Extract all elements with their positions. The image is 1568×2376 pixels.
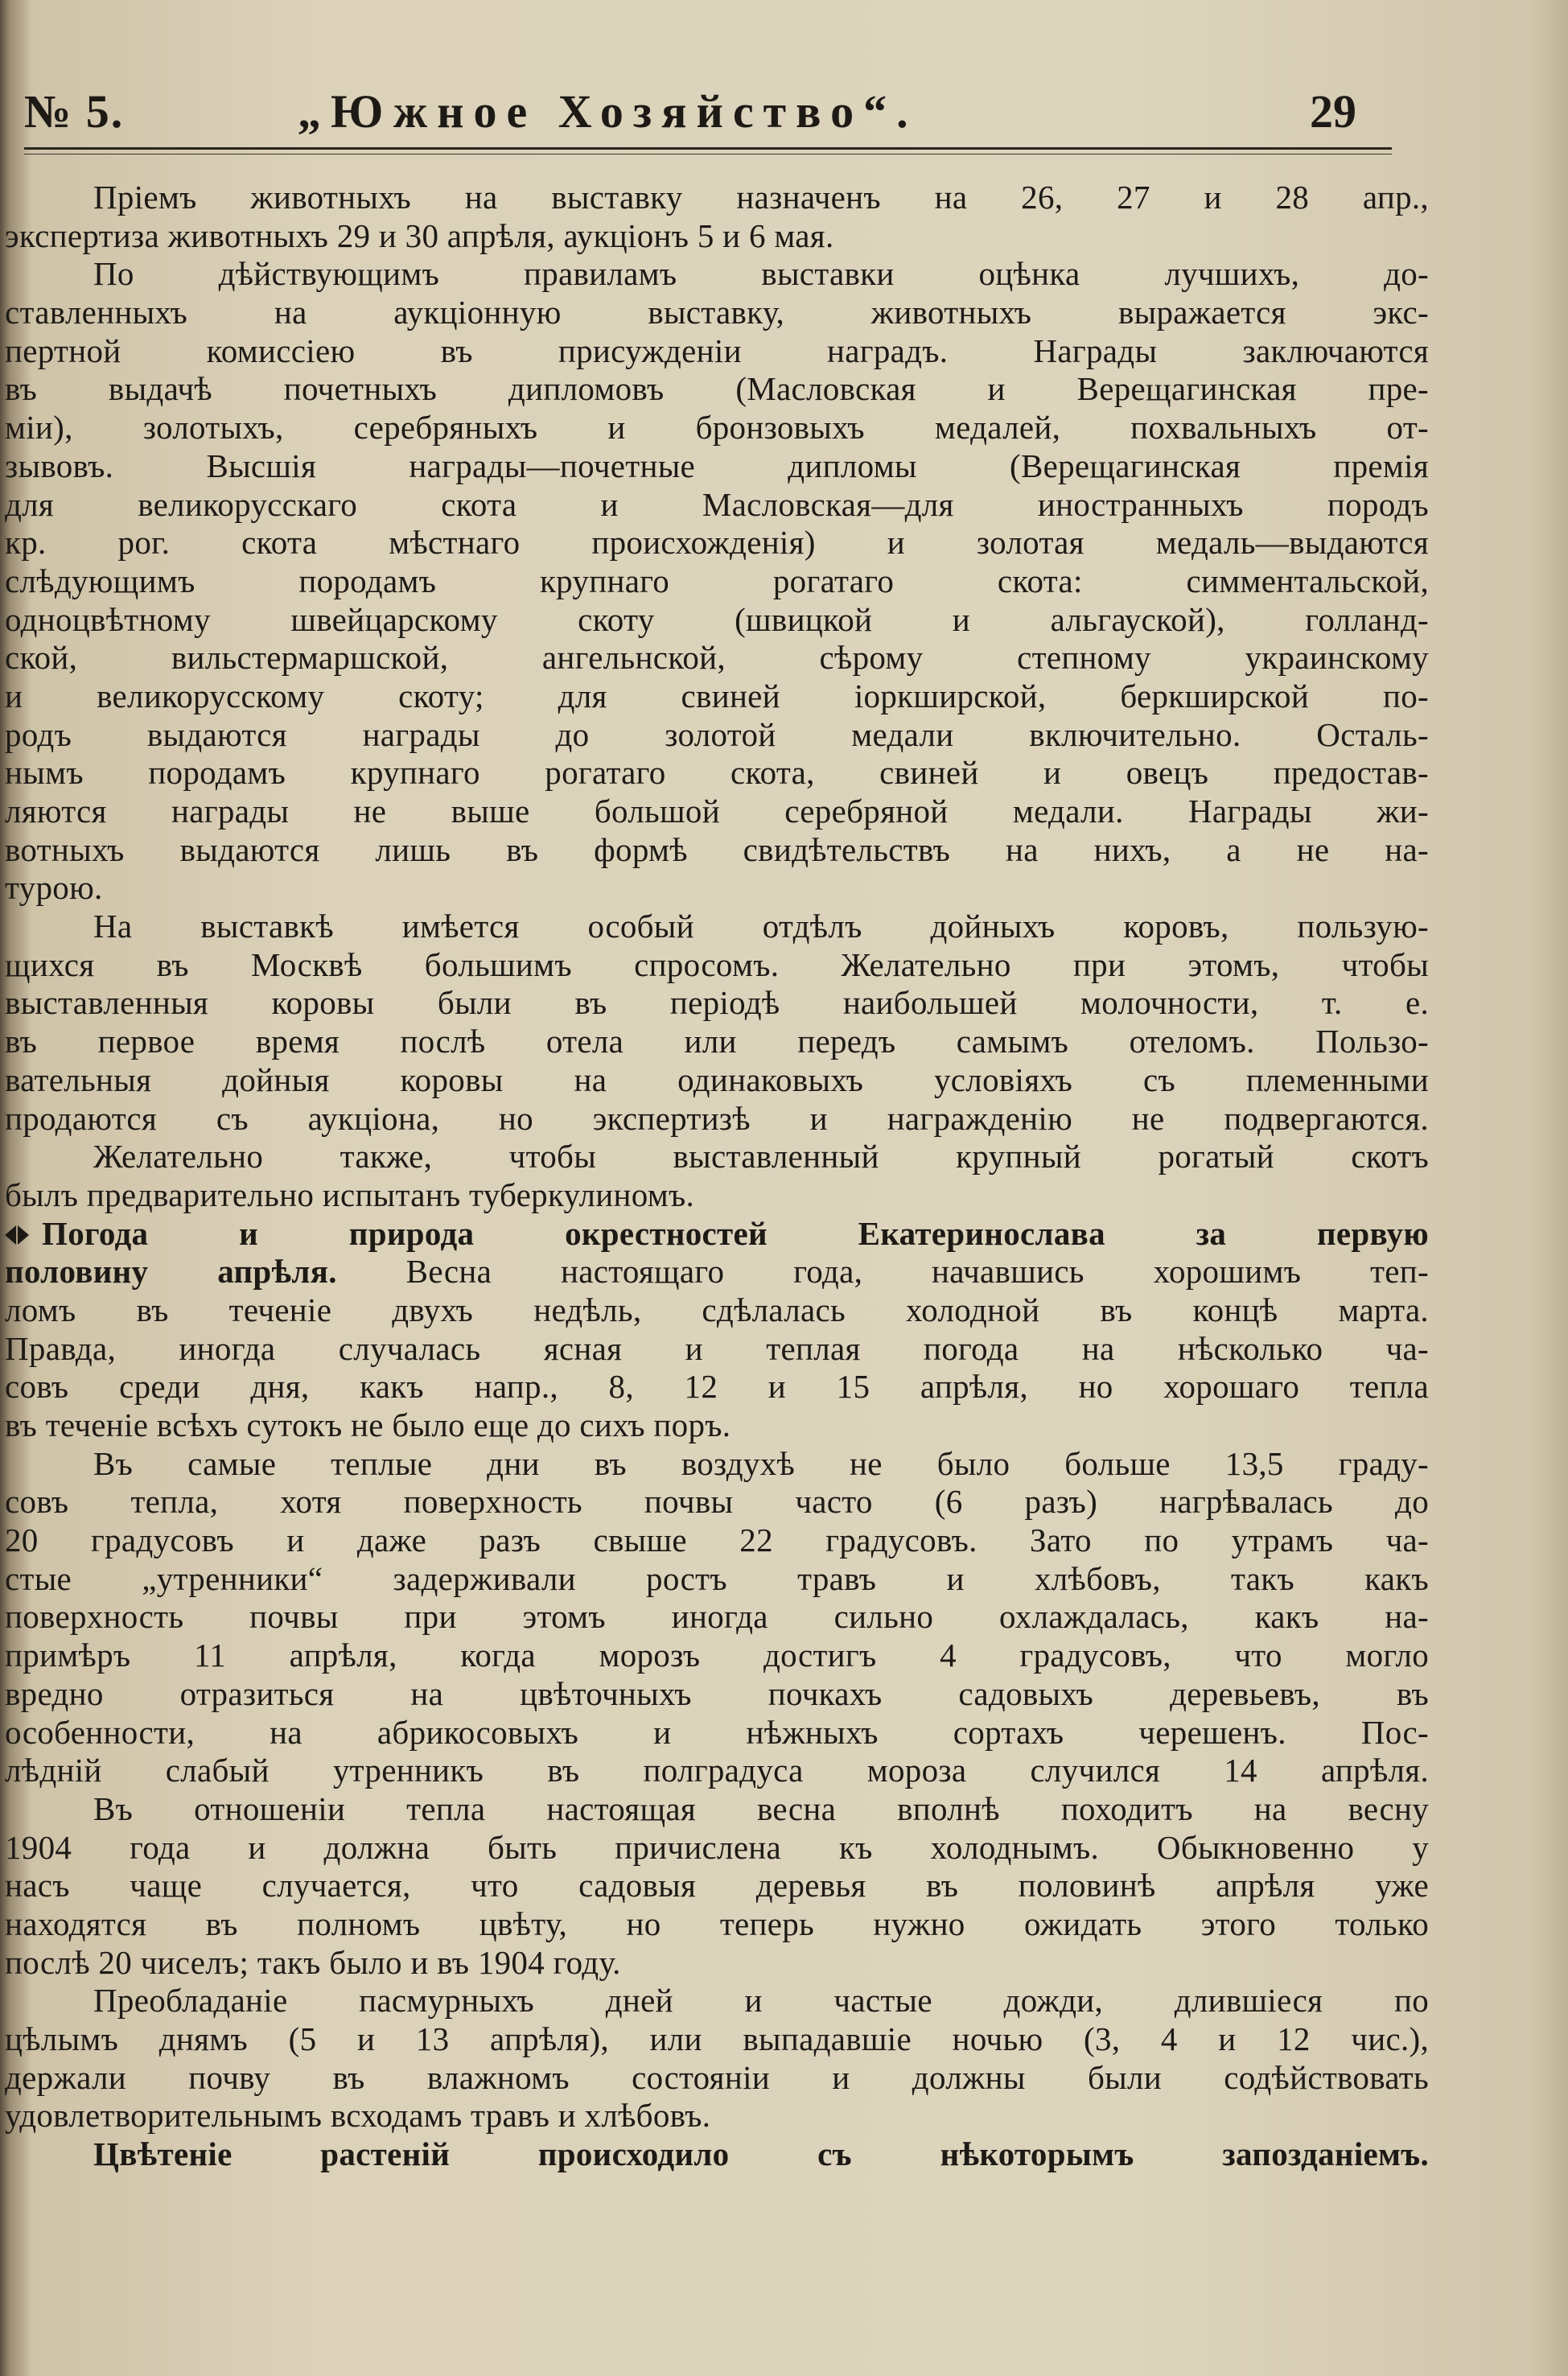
text-line: міи), золотыхъ, серебряныхъ и бронзовыхъ медалей, похвальныхъ от- (5, 409, 1429, 447)
header-rule (24, 147, 1392, 150)
text-line: удовлетворительнымъ всходамъ травъ и хлѣбовъ. (5, 2097, 711, 2135)
text-line: пертной комиссіею въ присужденіи наградъ. Награды заключаются (5, 331, 1429, 369)
section-heading: Погода и природа окрестностей Екатеринослава за первую (42, 1214, 1429, 1252)
text-line: слѣдующимъ породамъ крупнаго рогатаго скота: симментальской, (5, 562, 1429, 599)
text-line: Правда, иногда случалась ясная и теплая погода на нѣсколько ча- (5, 1329, 1429, 1367)
text-line: находятся въ полномъ цвѣту, но теперь нужно ожидать этого только (5, 1905, 1429, 1942)
text-run: Весна настоящаго года, начавшись хорошимъ теп- (336, 1253, 1429, 1291)
text-line: зывовъ. Высшія награды—почетные дипломы (Верещагинская премія (5, 447, 1429, 484)
text-line: нымъ породамъ крупнаго рогатаго скота, свиней и овецъ предостав- (5, 754, 1429, 792)
text-line: Въ самые теплые дни въ воздухѣ не было больше 13,5 граду- (93, 1444, 1429, 1482)
page-number: 29 (1310, 85, 1356, 138)
text-line: въ выдачѣ почетныхъ дипломовъ (Масловская и Верещагинская пре- (5, 370, 1429, 408)
text-line: совъ среди дня, какъ напр., 8, 12 и 15 апрѣля, но хорошаго тепла (5, 1368, 1429, 1406)
text-line: родъ выдаются награды до золотой медали включительно. Осталь- (5, 715, 1429, 753)
text-line: На выставкѣ имѣется особый отдѣлъ дойныхъ коровъ, пользую- (93, 908, 1429, 945)
text-line: ской, вильстермаршской, ангельнской, сѣрому степному украинскому (5, 639, 1429, 677)
text-line: Преобладаніе пасмурныхъ дней и частые дожди, длившіеся по (93, 1982, 1429, 2020)
text-line: совъ тепла, хотя поверхность почвы часто (6 разъ) нагрѣвалась до (5, 1483, 1429, 1521)
section-marker-icon (5, 1225, 32, 1245)
journal-title: „Южное Хозяйство“. (298, 85, 918, 138)
text-line: ставленныхъ на аукціонную выставку, животныхъ выражается экс- (5, 294, 1429, 331)
text-line: въ теченіе всѣхъ сутокъ не было еще до сихъ поръ. (5, 1406, 731, 1443)
text-line: выставленныя коровы были въ періодѣ наибольшей молочности, т. е. (5, 984, 1429, 1022)
text-line: особенности, на абрикосовыхъ и нѣжныхъ сортахъ черешенъ. Пос- (5, 1713, 1429, 1751)
text-line: Въ отношеніи тепла настоящая весна вполнѣ походитъ на весну (93, 1789, 1429, 1827)
text-line: 20 градусовъ и даже разъ свыше 22 градусовъ. Зато по утрамъ ча- (5, 1522, 1429, 1559)
text-line: продаются съ аукціона, но экспертизѣ и награжденію не подвергаются. (5, 1099, 1429, 1137)
text-line: въ первое время послѣ отела или передъ самымъ отеломъ. Пользо- (5, 1023, 1429, 1060)
text-line: ляются награды не выше большой серебряной медали. Награды жи- (5, 793, 1429, 830)
issue-number: № 5. (24, 85, 125, 138)
text-line: стые „утренники“ задерживали ростъ травъ и хлѣбовъ, такъ какъ (5, 1559, 1429, 1597)
section-heading-line (5, 1215, 1429, 1254)
text-line: держали почву въ влажномъ состояніи и должны были содѣйствовать (5, 2058, 1429, 2096)
text-line: щихся въ Москвѣ большимъ спросомъ. Желательно при этомъ, чтобы (5, 945, 1429, 983)
text-line: Цвѣтеніе растеній происходило съ нѣкоторымъ запозданіемъ. (93, 2135, 1429, 2173)
text-line: одноцвѣтному швейцарскому скоту (швицкой и альгауской), голланд- (5, 600, 1429, 638)
running-header (24, 84, 1392, 149)
text-line: ломъ въ теченіе двухъ недѣль, сдѣлалась холодной въ концѣ марта. (5, 1291, 1429, 1328)
text-line: примѣръ 11 апрѣля, когда морозъ достигъ 4 градусовъ, что могло (5, 1637, 1429, 1674)
text-line: вредно отразиться на цвѣточныхъ почкахъ садовыхъ деревьевъ, въ (5, 1674, 1429, 1712)
text-line: По дѣйствующимъ правиламъ выставки оцѣнка лучшихъ, до- (93, 255, 1429, 293)
text-line: для великорусскаго скота и Масловская—для иностранныхъ породъ (5, 485, 1429, 523)
text-line: Желательно также, чтобы выставленный крупный рогатый скотъ (93, 1138, 1429, 1176)
text-line: турою. (5, 869, 103, 907)
text-line: 1904 года и должна быть причислена къ холоднымъ. Обыкновенно у (5, 1828, 1429, 1866)
text-line: цѣлымъ днямъ (5 и 13 апрѣля), или выпадавшіе ночью (3, 4 и 12 чис.), (5, 2020, 1429, 2057)
text-line: лѣдній слабый утренникъ въ полградуса мороза случился 14 апрѣля. (5, 1752, 1429, 1789)
text-line: экспертиза животныхъ 29 и 30 апрѣля, аукціонъ 5 и 6 мая. (5, 216, 834, 254)
text-line: былъ предварительно испытанъ туберкулиномъ. (5, 1176, 695, 1213)
text-line: вательныя дойныя коровы на одинаковыхъ условіяхъ съ племенными (5, 1060, 1429, 1098)
section-heading-continued: половину апрѣля. (5, 1253, 337, 1291)
text-line: насъ чаще случается, что садовыя деревья въ половинѣ апрѣля уже (5, 1867, 1429, 1905)
text-line: и великорусскому скоту; для свиней іоркширской, беркширской по- (5, 677, 1429, 714)
text-line: Пріемъ животныхъ на выставку назначенъ на 26, 27 и 28 апр., (93, 179, 1429, 216)
text-line (5, 1253, 1429, 1291)
text-line: поверхность почвы при этомъ иногда сильно охлаждалась, какъ на- (5, 1598, 1429, 1636)
text-line: кр. рог. скота мѣстнаго происхожденія) и золотая медаль—выдаются (5, 524, 1429, 562)
text-line: вотныхъ выдаются лишь въ формѣ свидѣтельствъ на нихъ, а не на- (5, 830, 1429, 868)
article-body (5, 179, 1429, 2174)
text-line: послѣ 20 чиселъ; такъ было и въ 1904 году. (5, 1943, 621, 1981)
